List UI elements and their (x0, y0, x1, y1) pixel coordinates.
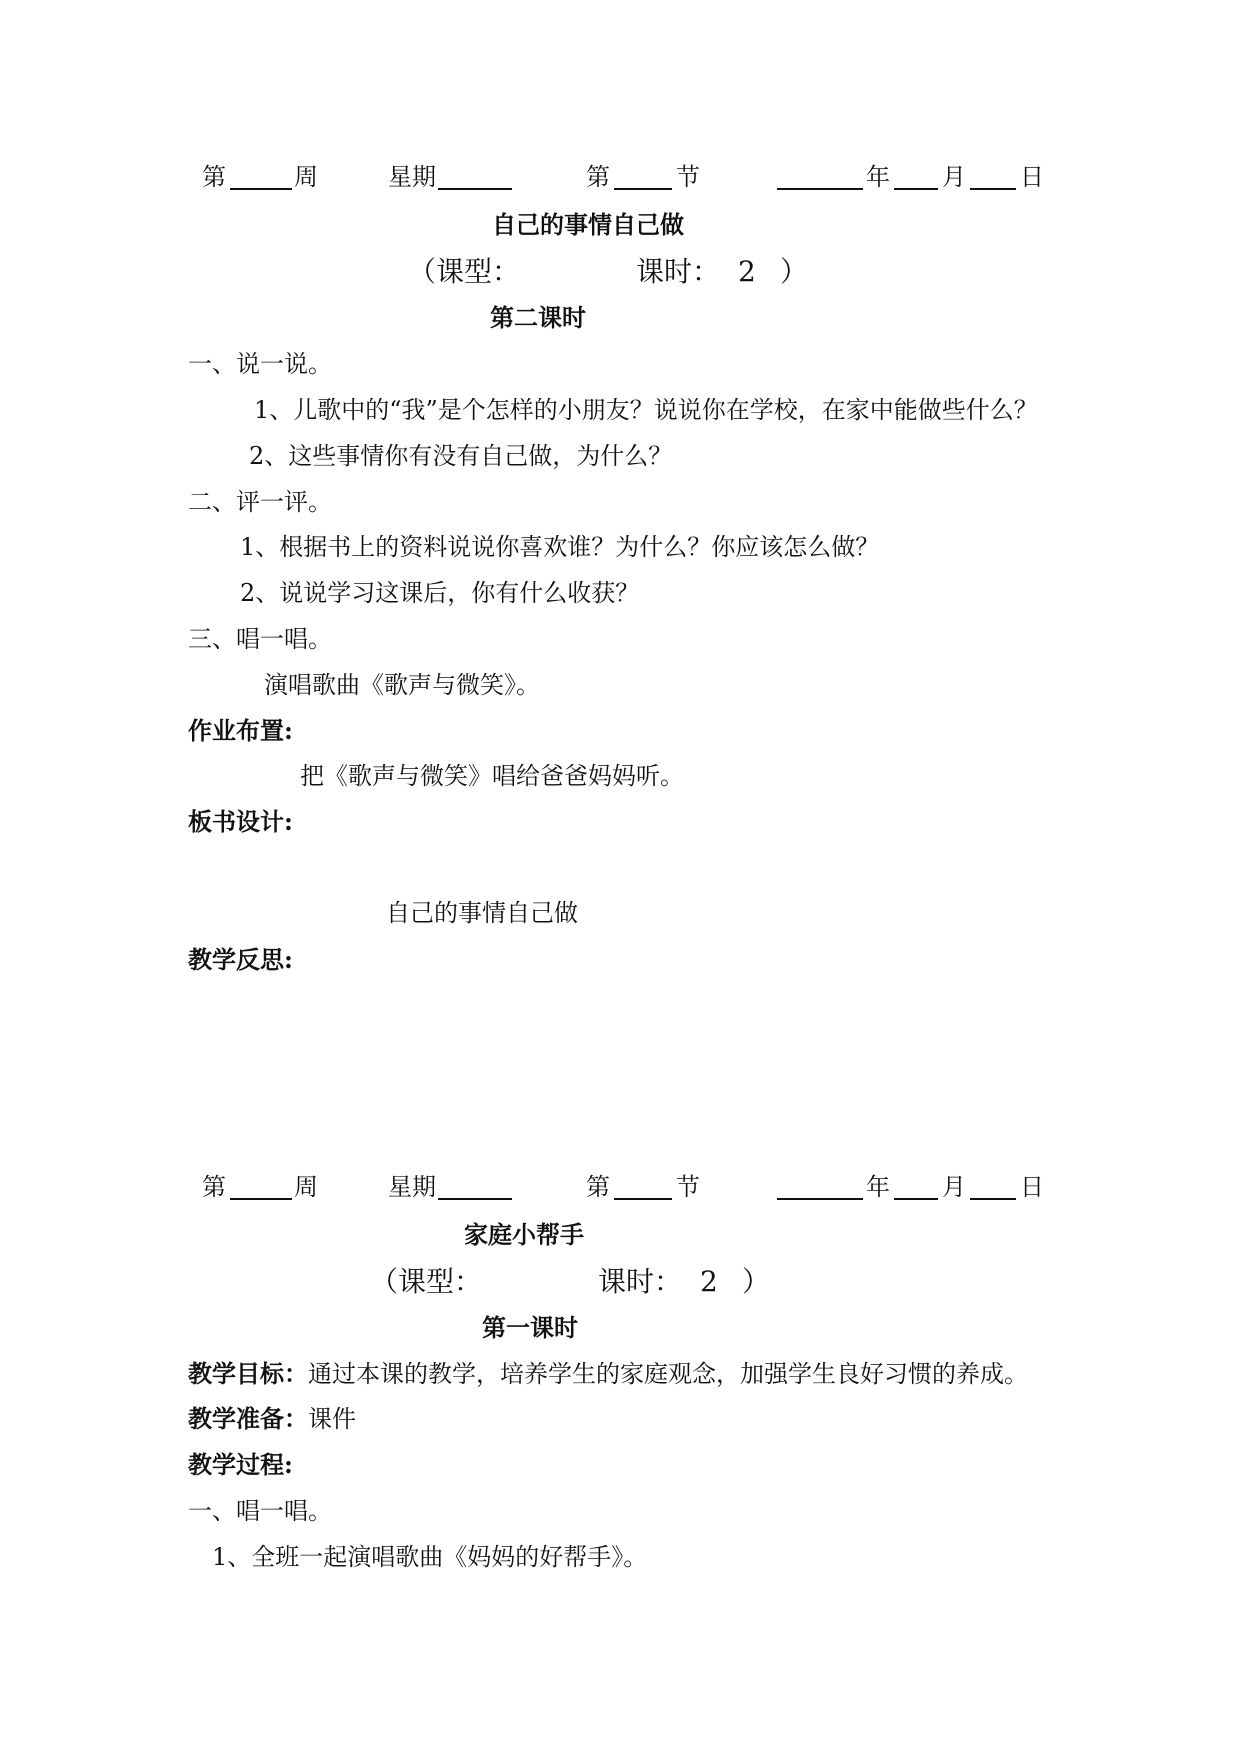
weekday-blank (438, 164, 512, 190)
section-title: 一、唱一唱。 (188, 1497, 332, 1525)
weekday-blank (438, 1174, 512, 1200)
goal-label: 教学目标： (188, 1359, 308, 1388)
list-item: 2、这些事情你有没有自己做，为什么？ (249, 442, 673, 470)
goal-text: 通过本课的教学，培养学生的家庭观念，加强学生良好习惯的养成。 (308, 1360, 1028, 1388)
homework-label: 作业布置: (188, 716, 293, 745)
teaching-goal (188, 1359, 1028, 1389)
lesson-close-paren: ） (780, 255, 809, 288)
lesson-hours-value: 2 (738, 255, 756, 288)
week-blank (230, 164, 292, 190)
session-heading: 第一课时 (482, 1313, 578, 1342)
year-label: 年 (866, 1173, 890, 1201)
homework-text: 把《歌声与微笑》唱给爸爸妈妈听。 (300, 762, 684, 790)
board-design-label: 板书设计: (188, 807, 293, 836)
list-item: 演唱歌曲《歌声与微笑》。 (264, 671, 540, 699)
list-item: 2、说说学习这课后，你有什么收获？ (240, 579, 640, 607)
period-suffix: 节 (676, 1173, 700, 1201)
period-blank (614, 1174, 672, 1200)
period-blank (614, 164, 672, 190)
day-label: 日 (1020, 163, 1044, 191)
period-prefix: 第 (586, 163, 610, 191)
period-suffix: 节 (676, 163, 700, 191)
lesson-type-label: （课型： (370, 1265, 483, 1298)
section-title: 一、说一说。 (188, 350, 332, 378)
week-prefix: 第 (202, 163, 226, 191)
section-title: 二、评一评。 (188, 488, 332, 516)
year-label: 年 (866, 163, 890, 191)
process-label: 教学过程: (188, 1450, 293, 1479)
day-blank (970, 164, 1016, 190)
month-label: 月 (942, 163, 966, 191)
week-blank (230, 1174, 292, 1200)
list-item: 1、根据书上的资料说说你喜欢谁？为什么？你应该怎么做？ (240, 533, 880, 561)
day-label: 日 (1020, 1173, 1044, 1201)
month-label: 月 (942, 1173, 966, 1201)
prep-text: 课件 (308, 1405, 356, 1433)
board-design-text: 自己的事情自己做 (386, 899, 578, 927)
prep-label: 教学准备： (188, 1404, 308, 1433)
year-blank (777, 1174, 863, 1200)
lesson-hours-label: 课时： (598, 1265, 683, 1298)
date-header-row (202, 160, 1042, 194)
list-item: 1、全班一起演唱歌曲《妈妈的好帮手》。 (212, 1543, 648, 1571)
section-title: 三、唱一唱。 (188, 625, 332, 653)
week-suffix: 周 (294, 1173, 318, 1201)
lesson-hours-label: 课时： (636, 255, 721, 288)
week-prefix: 第 (202, 1173, 226, 1201)
lesson-title: 自己的事情自己做 (492, 210, 684, 239)
list-item: 1、儿歌中的“我”是个怎样的小朋友？说说你在学校，在家中能做些什么？ (254, 396, 1038, 424)
lesson-close-paren: ） (742, 1265, 771, 1298)
day-blank (970, 1174, 1016, 1200)
weekday-label: 星期 (388, 1173, 436, 1201)
date-header-row (202, 1170, 1042, 1204)
lesson-hours-value: 2 (700, 1265, 718, 1298)
month-blank (894, 164, 938, 190)
year-blank (777, 164, 863, 190)
session-heading: 第二课时 (490, 303, 586, 332)
teaching-prep (188, 1404, 356, 1434)
lesson-title: 家庭小帮手 (464, 1220, 584, 1249)
reflection-label: 教学反思: (188, 945, 293, 974)
week-suffix: 周 (294, 163, 318, 191)
lesson-type-label: （课型： (408, 255, 521, 288)
weekday-label: 星期 (388, 163, 436, 191)
period-prefix: 第 (586, 1173, 610, 1201)
month-blank (894, 1174, 938, 1200)
